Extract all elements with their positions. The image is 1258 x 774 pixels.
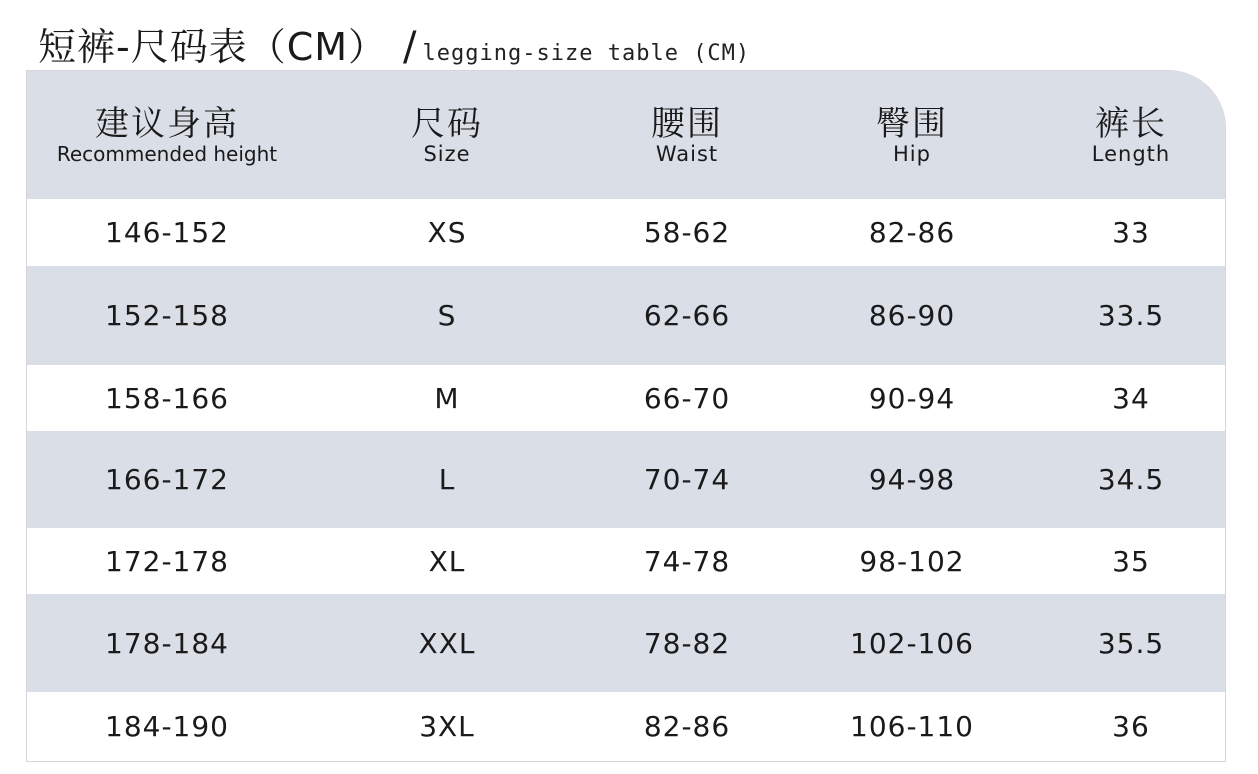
header-size xyxy=(307,71,587,199)
cell-length: 33 xyxy=(1112,216,1150,249)
page-title xyxy=(38,16,750,72)
cell-hip: 82-86 xyxy=(868,216,956,249)
header-size-en: Size xyxy=(423,142,471,166)
table-row xyxy=(27,692,1225,761)
header-length-cn: 裤长 xyxy=(1095,104,1167,144)
cell-height: 146-152 xyxy=(105,216,229,249)
cell-waist: 66-70 xyxy=(643,381,731,415)
table-row xyxy=(27,365,1225,431)
header-height-cn: 建议身高 xyxy=(95,104,239,144)
header-hip-cn: 臀围 xyxy=(876,104,948,144)
table-header-row xyxy=(27,71,1225,199)
header-height xyxy=(27,71,307,199)
cell-waist: 74-78 xyxy=(643,544,731,578)
cell-size: S xyxy=(437,299,457,332)
cell-size: XS xyxy=(427,216,467,249)
header-waist xyxy=(587,71,787,199)
cell-hip: 86-90 xyxy=(868,299,956,332)
cell-size: XXL xyxy=(418,626,476,660)
header-length xyxy=(1037,71,1225,199)
header-hip-en: Hip xyxy=(893,142,931,166)
table-row xyxy=(27,528,1225,594)
cell-height: 184-190 xyxy=(105,710,229,743)
cell-waist: 62-66 xyxy=(643,299,731,332)
cell-length: 35 xyxy=(1112,544,1150,578)
cell-size: XL xyxy=(428,544,466,578)
cell-hip: 98-102 xyxy=(859,544,965,578)
cell-size: 3XL xyxy=(419,710,475,743)
cell-length: 33.5 xyxy=(1097,299,1165,332)
title-main: 短裤-尺码表（CM） xyxy=(38,25,388,69)
size-table xyxy=(26,70,1226,762)
cell-waist: 58-62 xyxy=(643,216,731,249)
cell-size: L xyxy=(438,463,456,496)
cell-size: M xyxy=(434,381,460,415)
table-row xyxy=(27,266,1225,365)
cell-waist: 78-82 xyxy=(643,626,731,660)
header-waist-cn: 腰围 xyxy=(651,104,723,144)
table-row xyxy=(27,431,1225,528)
cell-hip: 102-106 xyxy=(850,626,974,660)
cell-length: 34.5 xyxy=(1097,463,1165,496)
cell-length: 35.5 xyxy=(1097,626,1165,660)
cell-height: 158-166 xyxy=(105,381,229,415)
header-length-en: Length xyxy=(1091,142,1171,166)
cell-hip: 90-94 xyxy=(868,381,956,415)
table-row xyxy=(27,199,1225,266)
cell-length: 36 xyxy=(1112,710,1150,743)
cell-length: 34 xyxy=(1112,381,1150,415)
header-height-en: Recommended height xyxy=(56,142,278,166)
cell-height: 178-184 xyxy=(105,626,229,660)
table-row xyxy=(27,594,1225,692)
cell-hip: 106-110 xyxy=(850,710,974,743)
header-hip xyxy=(787,71,1037,199)
cell-height: 166-172 xyxy=(105,463,229,496)
cell-hip: 94-98 xyxy=(868,463,956,496)
cell-height: 152-158 xyxy=(105,299,229,332)
header-size-cn: 尺码 xyxy=(411,104,483,144)
title-subtitle: legging-size table (CM) xyxy=(422,41,751,66)
cell-waist: 82-86 xyxy=(643,710,731,743)
cell-height: 172-178 xyxy=(105,544,229,578)
title-slash: / xyxy=(403,24,417,70)
cell-waist: 70-74 xyxy=(643,463,731,496)
header-waist-en: Waist xyxy=(655,142,719,166)
